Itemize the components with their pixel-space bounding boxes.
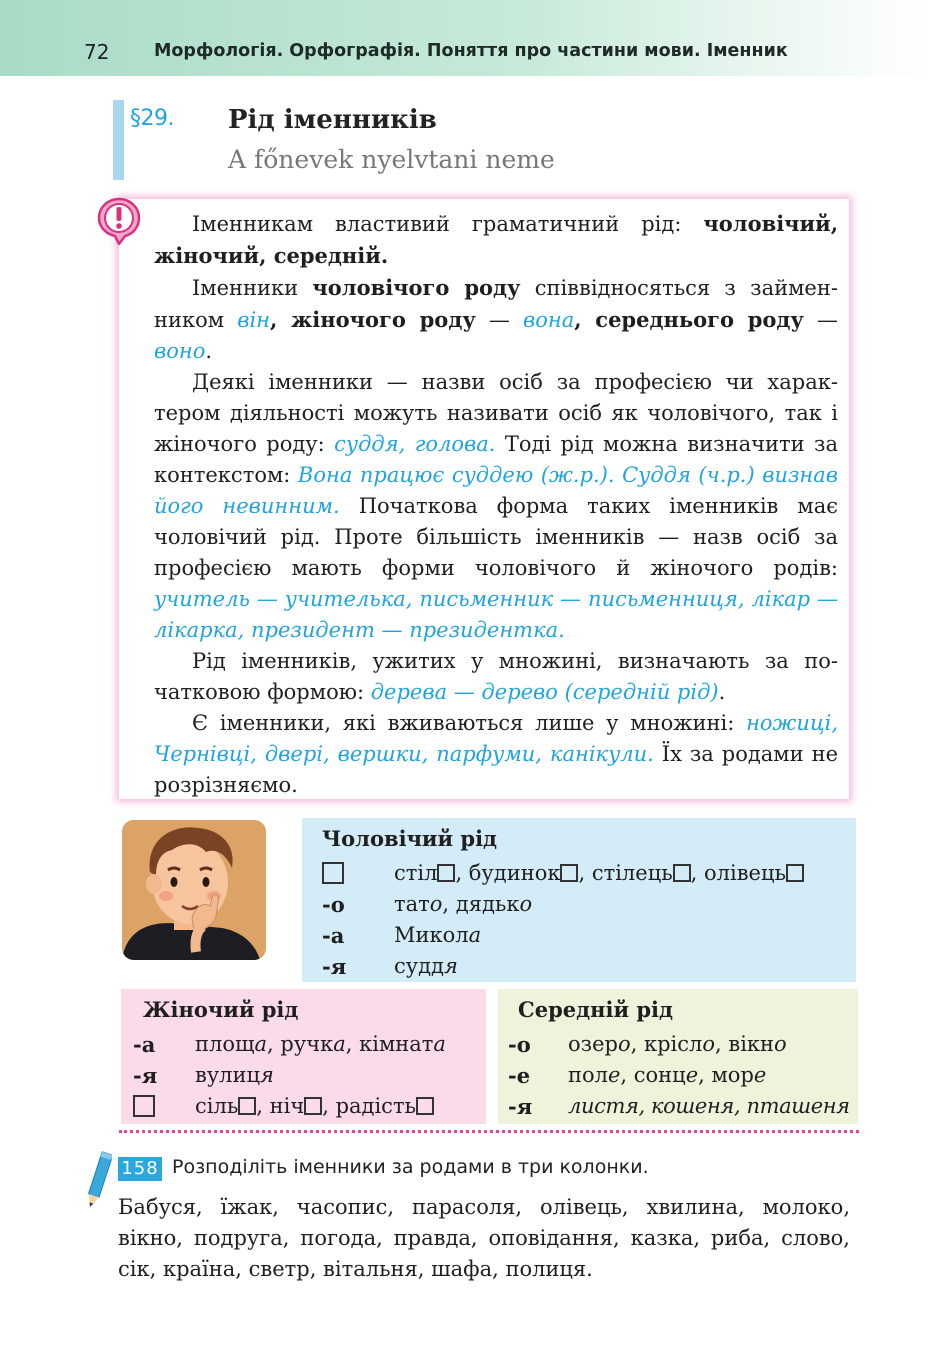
row-words bbox=[394, 920, 481, 951]
text: Є іменники, які вживаються лише у множині: bbox=[192, 711, 747, 735]
word-ending: о bbox=[617, 1032, 631, 1056]
zero-ending-box bbox=[133, 1095, 155, 1117]
word-ending: о bbox=[519, 892, 533, 916]
text: — bbox=[475, 308, 523, 332]
table-row bbox=[133, 1029, 486, 1060]
page-number: 72 bbox=[84, 40, 110, 64]
exercise-task: Розподіліть іменники за родами в три колонки. bbox=[172, 1156, 649, 1178]
zero-ending-box bbox=[322, 862, 344, 884]
section-subtitle: A főnevek nyelvtani neme bbox=[228, 145, 555, 174]
word-ending: я bbox=[443, 954, 458, 978]
word-ending: а bbox=[333, 1032, 346, 1056]
section-bar bbox=[113, 100, 124, 180]
word: , радість bbox=[322, 1094, 416, 1118]
zero-ending-box bbox=[673, 864, 691, 882]
text: . bbox=[718, 680, 726, 704]
zero-ending-box bbox=[786, 864, 804, 882]
word: листя bbox=[568, 1094, 639, 1118]
text: , bbox=[574, 307, 596, 332]
rule-paragraph bbox=[154, 208, 838, 272]
rule-paragraph bbox=[154, 367, 838, 646]
text: Початкова форма таких іменників має чоловічий рід. Проте більшість іменників — назв осіб за професією мають форми чоловічого й жіночого родів: bbox=[154, 494, 838, 580]
word: Микол bbox=[394, 923, 469, 947]
zero-ending-box bbox=[238, 1097, 256, 1115]
word: площ bbox=[195, 1032, 255, 1056]
zero-ending-box bbox=[304, 1097, 322, 1115]
page-header bbox=[0, 0, 935, 76]
zero-ending bbox=[322, 858, 344, 889]
example: ножиці, Чернівці, двері, вершки, парфуми, канікули. bbox=[154, 711, 838, 766]
row-words bbox=[394, 858, 804, 889]
word: , кошеня bbox=[638, 1094, 734, 1118]
masculine-title: Чоловічий рід bbox=[322, 826, 498, 851]
masculine-table bbox=[302, 818, 856, 982]
ending: -а bbox=[322, 923, 345, 948]
word: , ручк bbox=[267, 1032, 334, 1056]
table-row bbox=[322, 951, 856, 982]
rule-paragraph bbox=[154, 272, 838, 367]
rule-text bbox=[154, 208, 838, 801]
text: Рід іменників, ужитих у множині, визначають за початковою формою: bbox=[154, 649, 838, 704]
row-words bbox=[394, 951, 458, 982]
table-row bbox=[508, 1091, 858, 1122]
row-words bbox=[195, 1060, 274, 1091]
example: учитель — учителька, письменник — письменниця, лікар — лікарка, президент — президентка. bbox=[154, 587, 838, 642]
table-row bbox=[322, 889, 856, 920]
word: , стілець bbox=[578, 861, 673, 885]
word: , мор bbox=[698, 1063, 754, 1087]
text: Їх за родами не розрізняємо. bbox=[154, 742, 838, 797]
text-bold: середнього роду bbox=[595, 307, 804, 332]
word: , сонц bbox=[620, 1063, 686, 1087]
word-ending: е bbox=[607, 1063, 621, 1087]
example: вона bbox=[523, 308, 575, 332]
word: стіл bbox=[394, 861, 438, 885]
ending: -о bbox=[508, 1032, 531, 1057]
text: Іменникам властивий граматичний рід: bbox=[192, 212, 704, 236]
section-title: Рід іменників bbox=[228, 105, 437, 135]
feminine-table bbox=[121, 989, 486, 1124]
zero-ending-box bbox=[437, 864, 455, 882]
boy-thinking-icon bbox=[122, 820, 266, 960]
word-ending: о bbox=[774, 1032, 787, 1056]
section-number: §29. bbox=[130, 106, 174, 131]
exercise-number: 158 bbox=[118, 1157, 162, 1181]
word: , ніч bbox=[256, 1094, 305, 1118]
table-row bbox=[508, 1029, 858, 1060]
example: він bbox=[237, 308, 270, 332]
word: тат bbox=[394, 892, 430, 916]
row-words bbox=[195, 1091, 434, 1122]
zero-ending bbox=[133, 1091, 155, 1122]
neuter-table bbox=[498, 989, 858, 1124]
row-words bbox=[568, 1091, 850, 1122]
word: сіль bbox=[195, 1094, 239, 1118]
word-ending: а bbox=[254, 1032, 268, 1056]
dotted-divider bbox=[119, 1130, 859, 1133]
word: вулиц bbox=[195, 1063, 261, 1087]
ending: -о bbox=[322, 892, 345, 917]
table-row bbox=[322, 858, 856, 889]
table-row bbox=[322, 920, 856, 951]
word: , олівець bbox=[690, 861, 786, 885]
example: дерева — дерево (середній рід) bbox=[370, 680, 719, 704]
word: , будинок bbox=[455, 861, 561, 885]
table-row bbox=[133, 1091, 486, 1122]
example: Вона працює суддею (ж.р.). Суддя (ч.р.) визнав його невинним. bbox=[154, 463, 838, 518]
word: озер bbox=[568, 1032, 618, 1056]
ending: -е bbox=[508, 1063, 531, 1088]
text: Тоді рід можна визначити за контекстом: bbox=[154, 432, 838, 487]
table-row bbox=[508, 1060, 858, 1091]
text: , bbox=[270, 307, 292, 332]
text: — bbox=[803, 308, 838, 332]
word: , кімнат bbox=[345, 1032, 434, 1056]
word: , пташеня bbox=[733, 1094, 850, 1118]
rule-paragraph bbox=[154, 646, 838, 708]
exercise-body: Бабуся, їжак, часопис, парасоля, олівець, хвилина, молоко, вікно, подруга, погода, правда, оповідання, казка, риба, слово, сік, країна, светр, вітальня, шафа, полиця. bbox=[118, 1195, 850, 1281]
rule-paragraph bbox=[154, 708, 838, 801]
boy-illustration bbox=[122, 820, 266, 960]
row-words bbox=[394, 889, 532, 920]
table-row bbox=[133, 1060, 486, 1091]
word-ending: а bbox=[468, 923, 482, 947]
row-words bbox=[195, 1029, 446, 1060]
text-bold: чоловічий, жіночий, середній. bbox=[154, 211, 838, 268]
word: , дядьк bbox=[442, 892, 520, 916]
row-words bbox=[568, 1060, 766, 1091]
example: воно bbox=[154, 339, 206, 363]
zero-ending-box bbox=[416, 1097, 434, 1115]
text-bold: жіночого роду bbox=[291, 307, 476, 332]
word-ending: о bbox=[429, 892, 443, 916]
running-title: Морфологія. Орфографія. Поняття про частини мови. Іменник bbox=[154, 41, 788, 61]
neuter-title: Середній рід bbox=[518, 997, 674, 1022]
text-bold: чоловічого роду bbox=[312, 275, 521, 300]
word: судд bbox=[394, 954, 444, 978]
feminine-title: Жіночий рід bbox=[143, 997, 299, 1022]
word: пол bbox=[568, 1063, 608, 1087]
row-words bbox=[568, 1029, 787, 1060]
ending: -я bbox=[508, 1094, 533, 1119]
word-ending: а bbox=[433, 1032, 446, 1056]
ending: -я bbox=[322, 954, 347, 979]
word-ending: я bbox=[260, 1063, 274, 1087]
word-ending: е bbox=[753, 1063, 767, 1087]
text: . bbox=[205, 339, 213, 363]
text: Деякі іменники — назви осіб за професією чи характером діяльності можуть називати осіб як чоловічого, так і жіночого роду: bbox=[154, 370, 838, 456]
text: Іменники bbox=[192, 276, 313, 300]
ending: -я bbox=[133, 1063, 158, 1088]
zero-ending-box bbox=[560, 864, 578, 882]
ending: -а bbox=[133, 1032, 156, 1057]
text: співвідносяться з займенником bbox=[154, 276, 838, 332]
word: , крісл bbox=[630, 1032, 703, 1056]
example: суддя, голова. bbox=[334, 432, 496, 456]
word: , вікн bbox=[715, 1032, 775, 1056]
word-ending: о bbox=[702, 1032, 716, 1056]
word-ending: е bbox=[685, 1063, 699, 1087]
exclamation-icon bbox=[97, 197, 141, 245]
pencil-icon bbox=[84, 1150, 112, 1212]
